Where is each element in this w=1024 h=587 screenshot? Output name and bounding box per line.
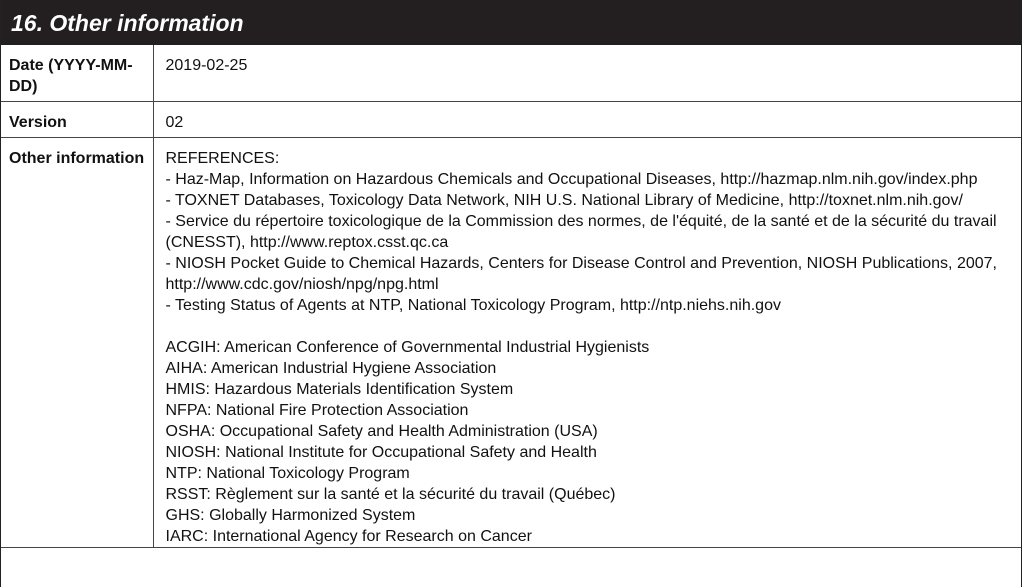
date-value: 2019-02-25 [153, 45, 1021, 101]
abbreviation-item: OSHA: Occupational Safety and Health Administration (USA) [165, 422, 598, 440]
other-information-value [153, 137, 1021, 547]
abbreviation-item: HMIS: Hazardous Materials Identification System [165, 380, 514, 398]
version-label: Version [1, 101, 153, 137]
reference-item: - Service du répertoire toxicologique de la Commission des normes, de l'équité, de la santé et de la sécurité du travail (CNESST), http://www.reptox.csst.qc.ca [165, 212, 997, 251]
version-value: 02 [153, 101, 1021, 137]
abbreviation-item: NIOSH: National Institute for Occupational Safety and Health [165, 443, 597, 461]
abbreviation-item: NTP: National Toxicology Program [165, 464, 410, 482]
abbreviation-item: NFPA: National Fire Protection Association [165, 401, 469, 419]
other-information-label: Other information [1, 137, 153, 547]
abbreviation-item: AIHA: American Industrial Hygiene Association [165, 359, 497, 377]
reference-item: - Testing Status of Agents at NTP, National Toxicology Program, http://ntp.niehs.nih.gov [165, 296, 781, 314]
date-row [1, 45, 1021, 101]
date-label: Date (YYYY-MM-DD) [1, 45, 153, 101]
version-row [1, 101, 1021, 137]
abbreviation-item: RSST: Règlement sur la santé et la sécurité du travail (Québec) [165, 485, 616, 503]
abbreviation-item: GHS: Globally Harmonized System [165, 506, 416, 524]
reference-item: - Haz-Map, Information on Hazardous Chemicals and Occupational Diseases, http://hazmap.nlm.nih.gov/index.php [165, 170, 978, 188]
section-title: 16. Other information [1, 0, 1021, 45]
other-information-table [1, 45, 1021, 548]
reference-item: - NIOSH Pocket Guide to Chemical Hazards, Centers for Disease Control and Prevention, NIOSH Publications, 2007, http://www.cdc.gov/niosh/npg/npg.html [165, 254, 997, 293]
references-heading: REFERENCES: [165, 149, 280, 167]
other-information-row [1, 137, 1021, 547]
spacer [166, 316, 1014, 337]
abbreviation-item: IARC: International Agency for Research on Cancer [165, 527, 532, 545]
abbreviation-item: ACGIH: American Conference of Governmental Industrial Hygienists [165, 338, 650, 356]
reference-item: - TOXNET Databases, Toxicology Data Network, NIH U.S. National Library of Medicine, http://toxnet.nlm.nih.gov/ [165, 191, 963, 209]
